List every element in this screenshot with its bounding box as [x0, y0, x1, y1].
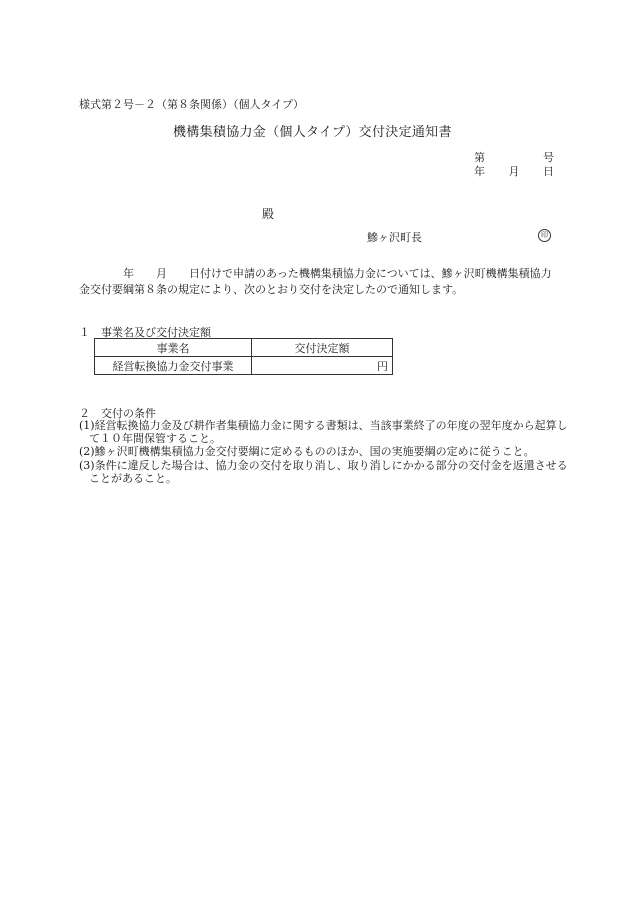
condition-item: (2)鰺ヶ沢町機構集積協力金交付要綱に定めるもののほか、国の実施要綱の定めに従うこと。 — [79, 445, 535, 458]
reference-block — [474, 149, 554, 177]
body-month: 月 — [156, 267, 167, 280]
table-header-row — [95, 339, 393, 357]
table-row — [95, 357, 393, 375]
section-2-heading: ２ 交付の条件 — [79, 407, 156, 420]
date-year: 年 — [474, 165, 485, 178]
condition-item: (3)条件に違反した場合は、協力金の交付を取り消し、取り消しにかかる部分の交付金を返還させることがあること。 — [79, 459, 568, 485]
date-month: 月 — [508, 165, 520, 178]
header-project-name: 事業名 — [95, 339, 252, 357]
document-title: 機構集積協力金（個人タイプ）交付決定通知書 — [173, 125, 452, 140]
addressee-honorific: 殿 — [262, 207, 275, 221]
form-identifier: 様式第２号－２（第８条関係）（個人タイプ） — [79, 98, 305, 111]
grant-amount-cell: 円 — [252, 357, 393, 375]
notice-body — [79, 266, 554, 298]
number-suffix: 号 — [543, 151, 554, 164]
section-1-heading: １ 事業名及び交付決定額 — [79, 326, 211, 339]
condition-item: (1)経営転換協力金及び耕作者集積協力金に関する書類は、当該事業終了の年度の翌年度から起算して１０年間保管すること。 — [79, 419, 568, 445]
grant-table — [94, 338, 393, 375]
date-day: 日 — [543, 165, 554, 178]
body-year: 年 — [123, 267, 134, 280]
seal-mark: 印 — [538, 229, 551, 242]
document-date-row — [474, 163, 554, 177]
number-prefix: 第 — [474, 151, 485, 164]
body-text: 日付けで申請のあった機構集積協力金については、鰺ヶ沢町機構集積協力金交付要綱第８条の規定により、次のとおり交付を決定したので通知します。 — [79, 267, 552, 296]
issuer-name: 鰺ヶ沢町長 — [367, 231, 422, 244]
project-name-cell: 経営転換協力金交付事業 — [95, 357, 252, 375]
document-number-row — [474, 149, 554, 163]
header-grant-amount: 交付決定額 — [252, 339, 393, 357]
